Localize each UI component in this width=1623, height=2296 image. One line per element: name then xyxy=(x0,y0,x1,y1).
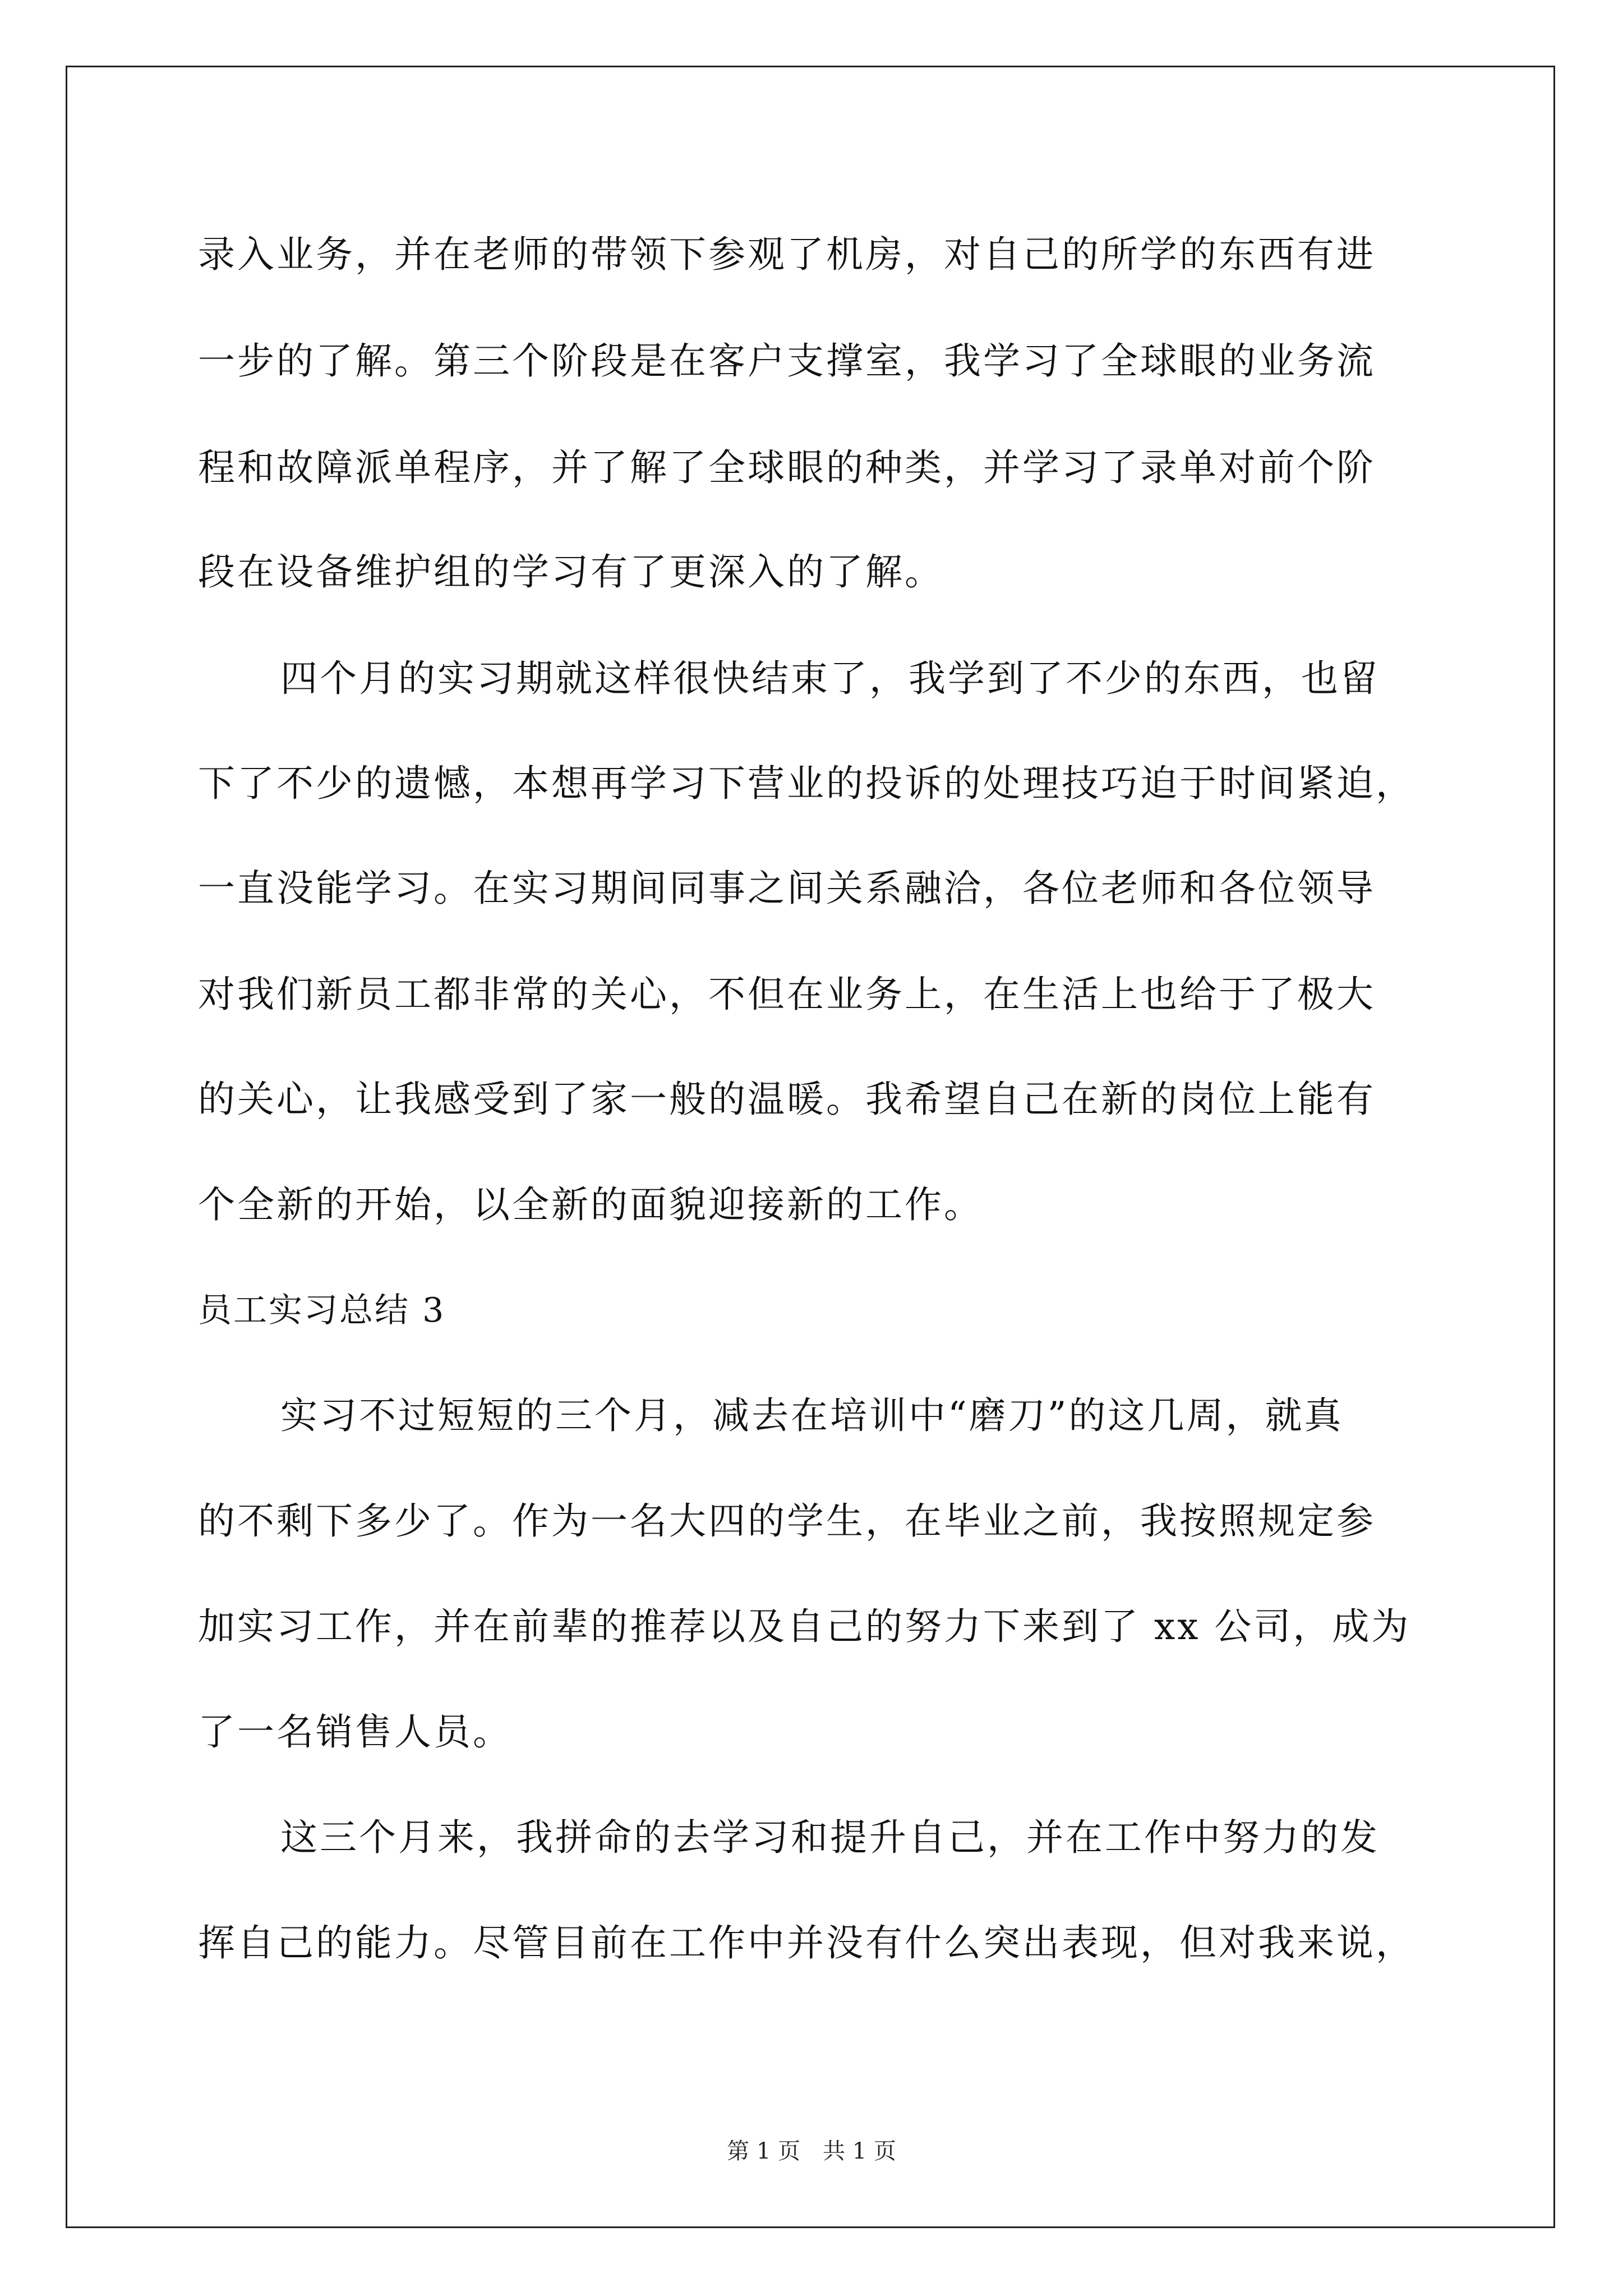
text-line: 这三个月来，我拼命的去学习和提升自己，并在工作中努力的发 xyxy=(280,1816,1380,1859)
page-footer xyxy=(0,2134,1623,2168)
text-line: 下了不少的遗憾，本想再学习下营业的投诉的处理技巧迫于时间紧迫， xyxy=(198,762,1415,805)
page-total: 共 1 页 xyxy=(823,2138,896,2164)
text-line: 挥自己的能力。尽管目前在工作中并没有什么突出表现，但对我来说， xyxy=(198,1921,1415,1964)
text-line: 了一名销售人员。 xyxy=(198,1710,512,1754)
text-line: 段在设备维护组的学习有了更深入的了解。 xyxy=(198,550,944,593)
text-line: 对我们新员工都非常的关心，不但在业务上，在生活上也给于了极大 xyxy=(198,973,1376,1016)
text-line: 一直没能学习。在实习期间同事之间关系融洽，各位老师和各位领导 xyxy=(198,867,1376,910)
text-line: 四个月的实习期就这样很快结束了，我学到了不少的东西，也留 xyxy=(280,657,1380,700)
text-line: 实习不过短短的三个月，减去在培训中“磨刀”的这几周，就真 xyxy=(280,1394,1344,1437)
text-line: 录入业务，并在老师的带领下参观了机房，对自己的所学的东西有进 xyxy=(198,233,1376,276)
text-line: 加实习工作，并在前辈的推荐以及自己的努力下来到了 xx 公司，成为 xyxy=(198,1605,1411,1648)
text-line: 个全新的开始，以全新的面貌迎接新的工作。 xyxy=(198,1183,983,1226)
text-line: 程和故障派单程序，并了解了全球眼的种类，并学习了录单对前个阶 xyxy=(198,446,1376,489)
text-line: 的不剩下多少了。作为一名大四的学生，在毕业之前，我按照规定参 xyxy=(198,1499,1376,1543)
page-number: 第 1 页 xyxy=(727,2138,800,2164)
section-heading: 员工实习总结 3 xyxy=(198,1291,446,1330)
text-line: 一步的了解。第三个阶段是在客户支撑室，我学习了全球眼的业务流 xyxy=(198,339,1376,383)
text-line: 的关心，让我感受到了家一般的温暖。我希望自己在新的岗位上能有 xyxy=(198,1078,1376,1121)
